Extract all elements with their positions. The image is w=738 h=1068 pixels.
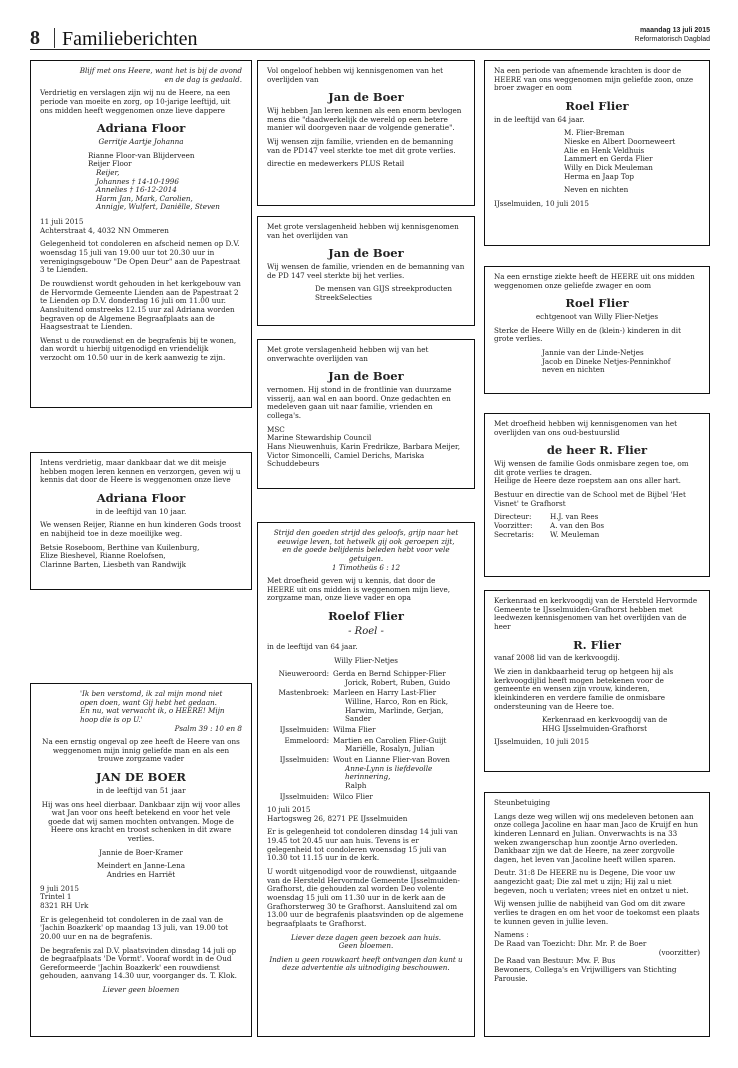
family-grandchildren: Sander	[345, 714, 372, 724]
board-role: Voorzitter:	[494, 520, 533, 530]
ad-r-flier-school	[484, 413, 710, 577]
family-member: Meindert en Janne-Lena	[96, 861, 186, 871]
verse-reference: Psalm 39 : 10 en 8	[174, 723, 242, 733]
header-divider	[54, 28, 55, 48]
deceased-spouse: echtgenoot van Willy Flier-Netjes	[535, 312, 659, 322]
ad-intro: Na een ernstig ongeval op zee heeft de Heere van ons weggenomen mijn innig geliefde man en als een trouwe zorgzame vader	[42, 737, 240, 764]
signatory: Bewoners, Collega's en Vrijwilligers van Stichting Parousie.	[494, 964, 677, 983]
ad-jan-de-boer-family	[30, 683, 252, 1037]
board-role: Directeur:	[494, 512, 532, 522]
ad-intro: Met grote verslagenheid hebben wij van het onverwachte overlijden van	[267, 345, 429, 363]
ad-paragraph: Er is gelegenheid tot condoleren dinsdag 14 juli van 19.45 tot 20.45 uur aan huis. Tevens is er gelegenheid tot condoleren woensdag 15 juli van 10.30 tot 11.15 uur in de kerk.	[267, 827, 458, 863]
family-entry	[267, 793, 465, 802]
deceased-age: in de leeftijd van 10 jaar.	[95, 506, 187, 516]
page-header	[30, 26, 710, 50]
verse-line: hoop die is op U.'	[80, 714, 143, 724]
signatory: De Raad van Toezicht: Dhr. Mr. P. de Boer	[494, 938, 647, 948]
ad-address: Hartogsweg 26, 8271 PE IJsselmuiden	[267, 813, 408, 823]
ad-paragraph: Wij wensen jullie de nabijheid van God om dit zware verlies te dragen en om het voor de toekomst een plaats te kunnen geven in jullie leven.	[494, 899, 700, 926]
ad-paragraph: vanaf 2008 lid van de kerkvoogdij.	[494, 653, 620, 663]
ad-paragraph: Sterke de Heere Willy en de (klein-) kinderen in dit grote verlies.	[494, 325, 681, 344]
family-grandchildren: Willine, Harco, Ron en Rick,	[345, 697, 449, 707]
issue-date: maandag 13 juli 2015	[639, 27, 710, 34]
ad-date: 11 juli 2015	[40, 217, 84, 227]
deceased-name: Adriana Floor	[96, 121, 186, 136]
family-entry	[267, 670, 465, 687]
family-grandchildren: Ralph	[345, 780, 367, 790]
ad-paragraph: De rouwdienst wordt gehouden in het kerkgebouw van de Hervormde Gemeente Lienden aan de Papestraat 2 te Lienden op D.V. donderdag 16 juli om 11.00 uur. Aansluitend omstreeks 12.15 uur zal Adriana worden begraven op de Algemene Begraafplaats aan de Haagsestraat te Lienden.	[40, 278, 241, 332]
ad-paragraph: Heilige de Heere deze roepstem aan ons aller hart.	[494, 476, 681, 486]
ad-title: Steunbetuiging	[494, 798, 551, 807]
family-place: Emmeloord:	[284, 735, 329, 745]
ad-paragraph: Wenst u de rouwdienst en de begrafenis bij te wonen, dan wordt u hierbij uitgenodigd en vriendelijk verzocht om 10.50 uur in de kerk aanwezig te zijn.	[40, 335, 237, 363]
deceased-name: Jan de Boer	[328, 90, 404, 105]
ad-steunbetuiging	[484, 792, 710, 1037]
family-names: Wilma Flier	[333, 725, 376, 735]
ad-closing: Geen bloemen.	[338, 941, 394, 951]
verse-line: En nu, wat verwacht ik, o HEERE! Mijn	[80, 706, 225, 716]
ad-date: 9 juli 2015	[40, 883, 79, 893]
family-names: Wilco Flier	[333, 791, 373, 801]
verse-line: en de dag is gedaald.	[164, 74, 242, 84]
ad-intro: Kerkenraad en kerkvoogdij van de Hersteld Hervormde Gemeente te IJsselmuiden-Grafhorst hebben met leedwezen kennisgenomen van het overlijden van de heer	[494, 596, 698, 631]
ad-paragraph: Er is gelegenheid tot condoleren in de zaal van de 'Jachin Boazkerk' op maandag 13 juli, van 19.00 tot 20.00 uur en na de begrafenis.	[40, 914, 229, 941]
family-member: Andries en Harriët	[106, 870, 176, 880]
verse-line: en de goede belijdenis beleden hebt voor vele	[282, 545, 450, 555]
ad-paragraph: vernomen. Hij stond in de frontlinie van duurzame visserij, aan wal en aan boord. Onze gedachten en medeleven gaan uit naar familie, vrienden en collega's.	[267, 385, 452, 420]
child: Annigje, Wulfert, Daniëlle, Steven	[96, 202, 220, 212]
family-member: Herma en Jaap Top	[564, 171, 635, 181]
board-name: A. van den Bos	[550, 520, 605, 530]
signatory-role: (voorzitter)	[658, 947, 700, 957]
ad-date: 10 juli 2015	[267, 805, 311, 815]
board-name: W. Meuleman	[550, 529, 600, 539]
ad-roel-flier-in-laws	[484, 266, 710, 394]
ad-date: IJsselmuiden, 10 juli 2015	[494, 198, 589, 208]
ad-jan-de-boer-plus	[257, 60, 475, 206]
deceased-name: Roel Flier	[565, 296, 629, 311]
family-place: IJsselmuiden:	[279, 754, 329, 764]
family-entry	[267, 737, 465, 754]
family-names: Martien en Carolien Flier-Guijt	[333, 735, 447, 745]
signatory: De mensen van GIJS streekproducten	[315, 284, 453, 294]
family-entry	[267, 689, 465, 724]
verse-line: eeuwige leven, tot hetwelk gij ook geroepen zijt,	[277, 536, 455, 546]
family-grandchildren: Mariëlle, Rosalyn, Julian	[345, 744, 435, 754]
signatory: Betsie Roseboom, Berthine van Kuilenburg,	[40, 542, 200, 552]
family-names: Wout en Lianne Flier-van Boven	[333, 754, 450, 764]
signatory: Kerkenraad en kerkvoogdij van de	[542, 715, 668, 725]
ad-paragraph: Langs deze weg willen wij ons medeleven betonen aan onze collega Jacoline en haar man Jaco de Kruijf en hun kinderen Lennard en Julian. Onverwachts is na 33 weken zwangerschap hun zoontje Arno overleden. Dankbaar zijn we dat de Heere, na zeer zorgvolle dagen, het leven van Jacoline heeft willen sparen.	[494, 811, 698, 864]
family-entry	[267, 756, 465, 791]
family-grandchildren: Anne-Lynn is liefdevolle herinnering,	[345, 763, 433, 782]
family-grandchildren: Jorick, Robert, Ruben, Guido	[345, 677, 451, 687]
family-member: Jannie de Boer-Kramer	[99, 847, 183, 857]
ad-street: Trintel 1	[40, 892, 72, 902]
deceased-name: Adriana Floor	[96, 490, 186, 505]
family-list	[40, 152, 242, 212]
ad-r-flier-church	[484, 590, 710, 772]
signatory: Elize Bieshevel, Rianne Roelofsen,	[40, 551, 166, 561]
ad-paragraph: Deutr. 31:8 De HEERE nu is Degene, Die voor uw aangezicht gaat; Die zal met u zijn; Hij zal u niet begeven, noch u verlaten; vrees niet en ontzet u niet.	[494, 868, 689, 895]
child: Reijer,	[96, 167, 120, 177]
verse	[40, 690, 242, 725]
family-member: Reijer Floor	[88, 159, 132, 169]
verse-line: open doen, want Gij hebt het gedaan.	[80, 697, 217, 707]
ad-intro: Verdrietig en verslagen zijn wij nu de Heere, na een periode van moeite en zorg, op 10-jarige leeftijd, uit ons midden heeft weggenomen onze lieve dappere	[40, 88, 231, 115]
family-place: IJsselmuiden:	[279, 725, 329, 735]
paper-name: Reformatorisch Dagblad	[634, 36, 710, 44]
ad-jan-de-boer-msc	[257, 339, 475, 489]
board-entry	[494, 531, 700, 540]
family-member: Rianne Floor-van Blijderveen	[88, 150, 195, 160]
family-member: M. Flier-Breman	[564, 128, 625, 138]
deceased-nickname: - Roel -	[348, 625, 384, 637]
ad-paragraph: Wij wensen de familie, vrienden en de bemanning van de PD 147 veel sterkte bij het verlies.	[267, 262, 465, 280]
family-member: Nieske en Albert Doorneweert	[564, 137, 676, 146]
child: Annelies † 16-12-2014	[96, 185, 177, 195]
signatory: De Raad van Bestuur: Mw. F. Bus	[494, 956, 616, 966]
ad-intro: Met grote verslagenheid hebben wij kennisgenomen van het overlijden van	[267, 222, 459, 240]
signatory: StreekSelecties	[315, 293, 372, 302]
board-role: Secretaris:	[494, 529, 534, 539]
verse-line: getuigen.	[348, 553, 384, 563]
ad-paragraph: Wij wensen zijn familie, vrienden en de bemanning van de PD147 veel sterkte toe met dit grote verlies.	[267, 137, 456, 155]
family-names: Marleen en Harry Last-Flier	[333, 688, 437, 698]
family-place: Mastenbroek:	[278, 688, 329, 698]
signatory: directie en medewerkers PLUS Retail	[267, 159, 405, 169]
ad-adriana-floor-family	[30, 60, 252, 408]
ad-intro: Intens verdrietig, maar dankbaar dat we dit meisje hebben mogen leren kennen en verzorgen, geven wij u kennis dat door de Heere is weggenomen onze lieve	[40, 458, 241, 485]
verse-line: Strijd den goeden strijd des geloofs, grijp naar het	[273, 528, 459, 537]
verse-line: Blijf met ons Heere, want het is bij de avond	[79, 66, 242, 75]
signatories: Hans Nieuwenhuis, Karin Fredrikze, Barbara Meijer, Victor Simoncelli, Camiel Derichs, Mariska Schuddebeurs	[267, 441, 460, 469]
deceased-name: de heer R. Flier	[546, 443, 648, 458]
deceased-fullname: Gerritje Aartje Johanna	[98, 137, 184, 146]
ad-adriana-floor-friends	[30, 452, 252, 590]
ad-roelof-flier-family	[257, 522, 475, 1037]
ad-paragraph: Bestuur en directie van de School met de Bijbel 'Het Visnet' te Grafhorst	[494, 490, 686, 508]
child: Johannes † 14-10-1996	[96, 176, 179, 186]
verse-line: 'Ik ben verstomd, ik zal mijn mond niet	[80, 689, 223, 698]
ad-address: Achterstraat 4, 4032 NN Ommeren	[40, 225, 169, 235]
ad-paragraph: Gelegenheid tot condoleren en afscheid nemen op D.V. woensdag 15 juli van 19.00 uur tot 20.30 uur in verenigingsgebouw "De Open Deur" aan de Papestraat 3 te Lienden.	[40, 239, 241, 275]
ad-paragraph: We zien in dankbaarheid terug op hetgeen hij als kerkvoogdijlid heeft mogen betekenen voor de gemeente en wensen zijn vrouw, kinderen, kleinkinderen en verdere familie de onmisbare ondersteuning van de Heere toe.	[494, 667, 674, 711]
family-member: neven en nichten	[542, 365, 605, 375]
ad-closing: Indien u geen rouwkaart heeft ontvangen dan kunt u deze advertentie als uitnodiging beschouwen.	[269, 954, 463, 973]
spouse: Willy Flier-Netjes	[334, 655, 398, 665]
family-names: Gerda en Bernd Schipper-Flier	[333, 669, 446, 679]
organization: Marine Stewardship Council	[267, 433, 372, 443]
ad-paragraph: Wij hebben Jan leren kennen als een enorm bevlogen mens die "daadwerkelijk de wereld op een betere manier wil doorgeven naar de volgende generatie".	[267, 106, 462, 133]
deceased-name: R. Flier	[573, 637, 621, 652]
family-member: Jacob en Dineke Netjes-Penninkhof	[542, 356, 671, 366]
deceased-age: in de leeftijd van 64 jaar.	[267, 641, 358, 651]
section-title: Familieberichten	[62, 28, 198, 50]
verse	[267, 529, 465, 572]
ad-paragraph: De begrafenis zal D.V. plaatsvinden dinsdag 14 juli op de begraafplaats 'De Vormt'. Vooraf wordt in de Oud Gereformeerde 'Jachin Boazkerk' een rouwdienst gehouden, aanvang 14.30 uur, voorganger ds. T. Klok.	[40, 945, 237, 981]
deceased-name: Roelof Flier	[328, 609, 404, 624]
ad-intro: Na een ernstige ziekte heeft de HEERE uit ons midden weggenomen onze geliefde zwager en oom	[494, 272, 695, 290]
family-list	[267, 670, 465, 801]
signatory: Clarinne Barten, Liesbeth van Randwijk	[40, 559, 187, 569]
deceased-name: JAN DE BOER	[96, 770, 186, 785]
family-place: IJsselmuiden:	[279, 791, 329, 801]
ad-city: 8321 RH Urk	[40, 900, 89, 910]
page-number: 8	[30, 27, 40, 49]
on-behalf-label: Namens :	[494, 930, 529, 940]
ad-roel-flier-mother	[484, 60, 710, 246]
child: Harm Jan, Mark, Carolien,	[96, 193, 193, 203]
organization: MSC	[267, 424, 285, 434]
ad-intro: Vol ongeloof hebben wij kennisgenomen van het overlijden van	[267, 66, 444, 84]
family-grandchildren: Harwim, Marlinde, Gerjan,	[345, 705, 444, 715]
deceased-age: in de leeftijd van 51 jaar	[96, 785, 186, 795]
ad-closing: Liever geen bloemen	[102, 985, 180, 995]
children-list	[88, 169, 242, 212]
ad-date: IJsselmuiden, 10 juli 2015	[494, 737, 589, 747]
family-member: Jannie van der Linde-Netjes	[542, 348, 644, 357]
ad-jan-de-boer-gijs	[257, 216, 475, 326]
deceased-name: Roel Flier	[565, 98, 629, 113]
family-member: Neven en nichten	[564, 185, 629, 195]
ad-intro: Met droefheid geven wij u kennis, dat door de HEERE uit ons midden is weggenomen mijn lieve, zorgzame man, onze lieve vader en opa	[267, 576, 450, 603]
ad-intro: Na een periode van afnemende krachten is door de HEERE van ons weggenomen mijn geliefde zoon, onze broer zwager en oom	[494, 66, 694, 93]
ad-intro: Met droefheid hebben wij kennisgenomen van het overlijden van ons oud-bestuurslid	[494, 419, 678, 437]
header-meta	[635, 26, 710, 44]
family-member: Willy en Dick Meuleman	[564, 162, 653, 172]
ad-paragraph: Wij wensen de familie Gods onmisbare zegen toe, om dit grote verlies te dragen.	[494, 459, 689, 477]
ad-paragraph: U wordt uitgenodigd voor de rouwdienst, uitgaande van de Hersteld Hervormde Gemeente IJsselmuiden-Grafhorst, die gehouden zal worden Deo volente woensdag 15 juli om 11.30 uur in de kerk aan de Grafhorsterweg 30 te Grafhorst. Aansluitend zal om 13.00 uur de begrafenis plaatsvinden op de algemene begraafplaats te Grafhorst.	[267, 867, 464, 928]
family-member: Lammert en Gerda Flier	[564, 154, 653, 164]
family-list	[494, 129, 700, 194]
ad-closing: Liever deze dagen geen bezoek aan huis.	[290, 932, 442, 942]
family-member: Alie en Henk Veldhuis	[564, 145, 645, 155]
ad-paragraph: Hij was ons heel dierbaar. Dankbaar zijn wij voor alles wat Jan voor ons heeft betekend en voor het vele goede dat wij samen mochten ontvangen. Moge de Heere ons kracht en troost schenken in dit zware verlies.	[41, 799, 241, 844]
board-name: H.J. van Rees	[550, 512, 599, 522]
family-place: Nieuweroord:	[278, 669, 329, 679]
deceased-name: Jan de Boer	[328, 369, 404, 384]
deceased-name: Jan de Boer	[328, 246, 404, 261]
signatory: HHG IJsselmuiden-Grafhorst	[542, 723, 647, 733]
deceased-age: in de leeftijd van 64 jaar.	[494, 114, 585, 124]
ad-paragraph: We wensen Reijer, Rianne en hun kinderen Gods troost en nabijheid toe in deze moeilijke weg.	[40, 520, 241, 538]
verse-reference: 1 Timotheüs 6 : 12	[331, 562, 401, 572]
family-entry	[267, 726, 465, 735]
